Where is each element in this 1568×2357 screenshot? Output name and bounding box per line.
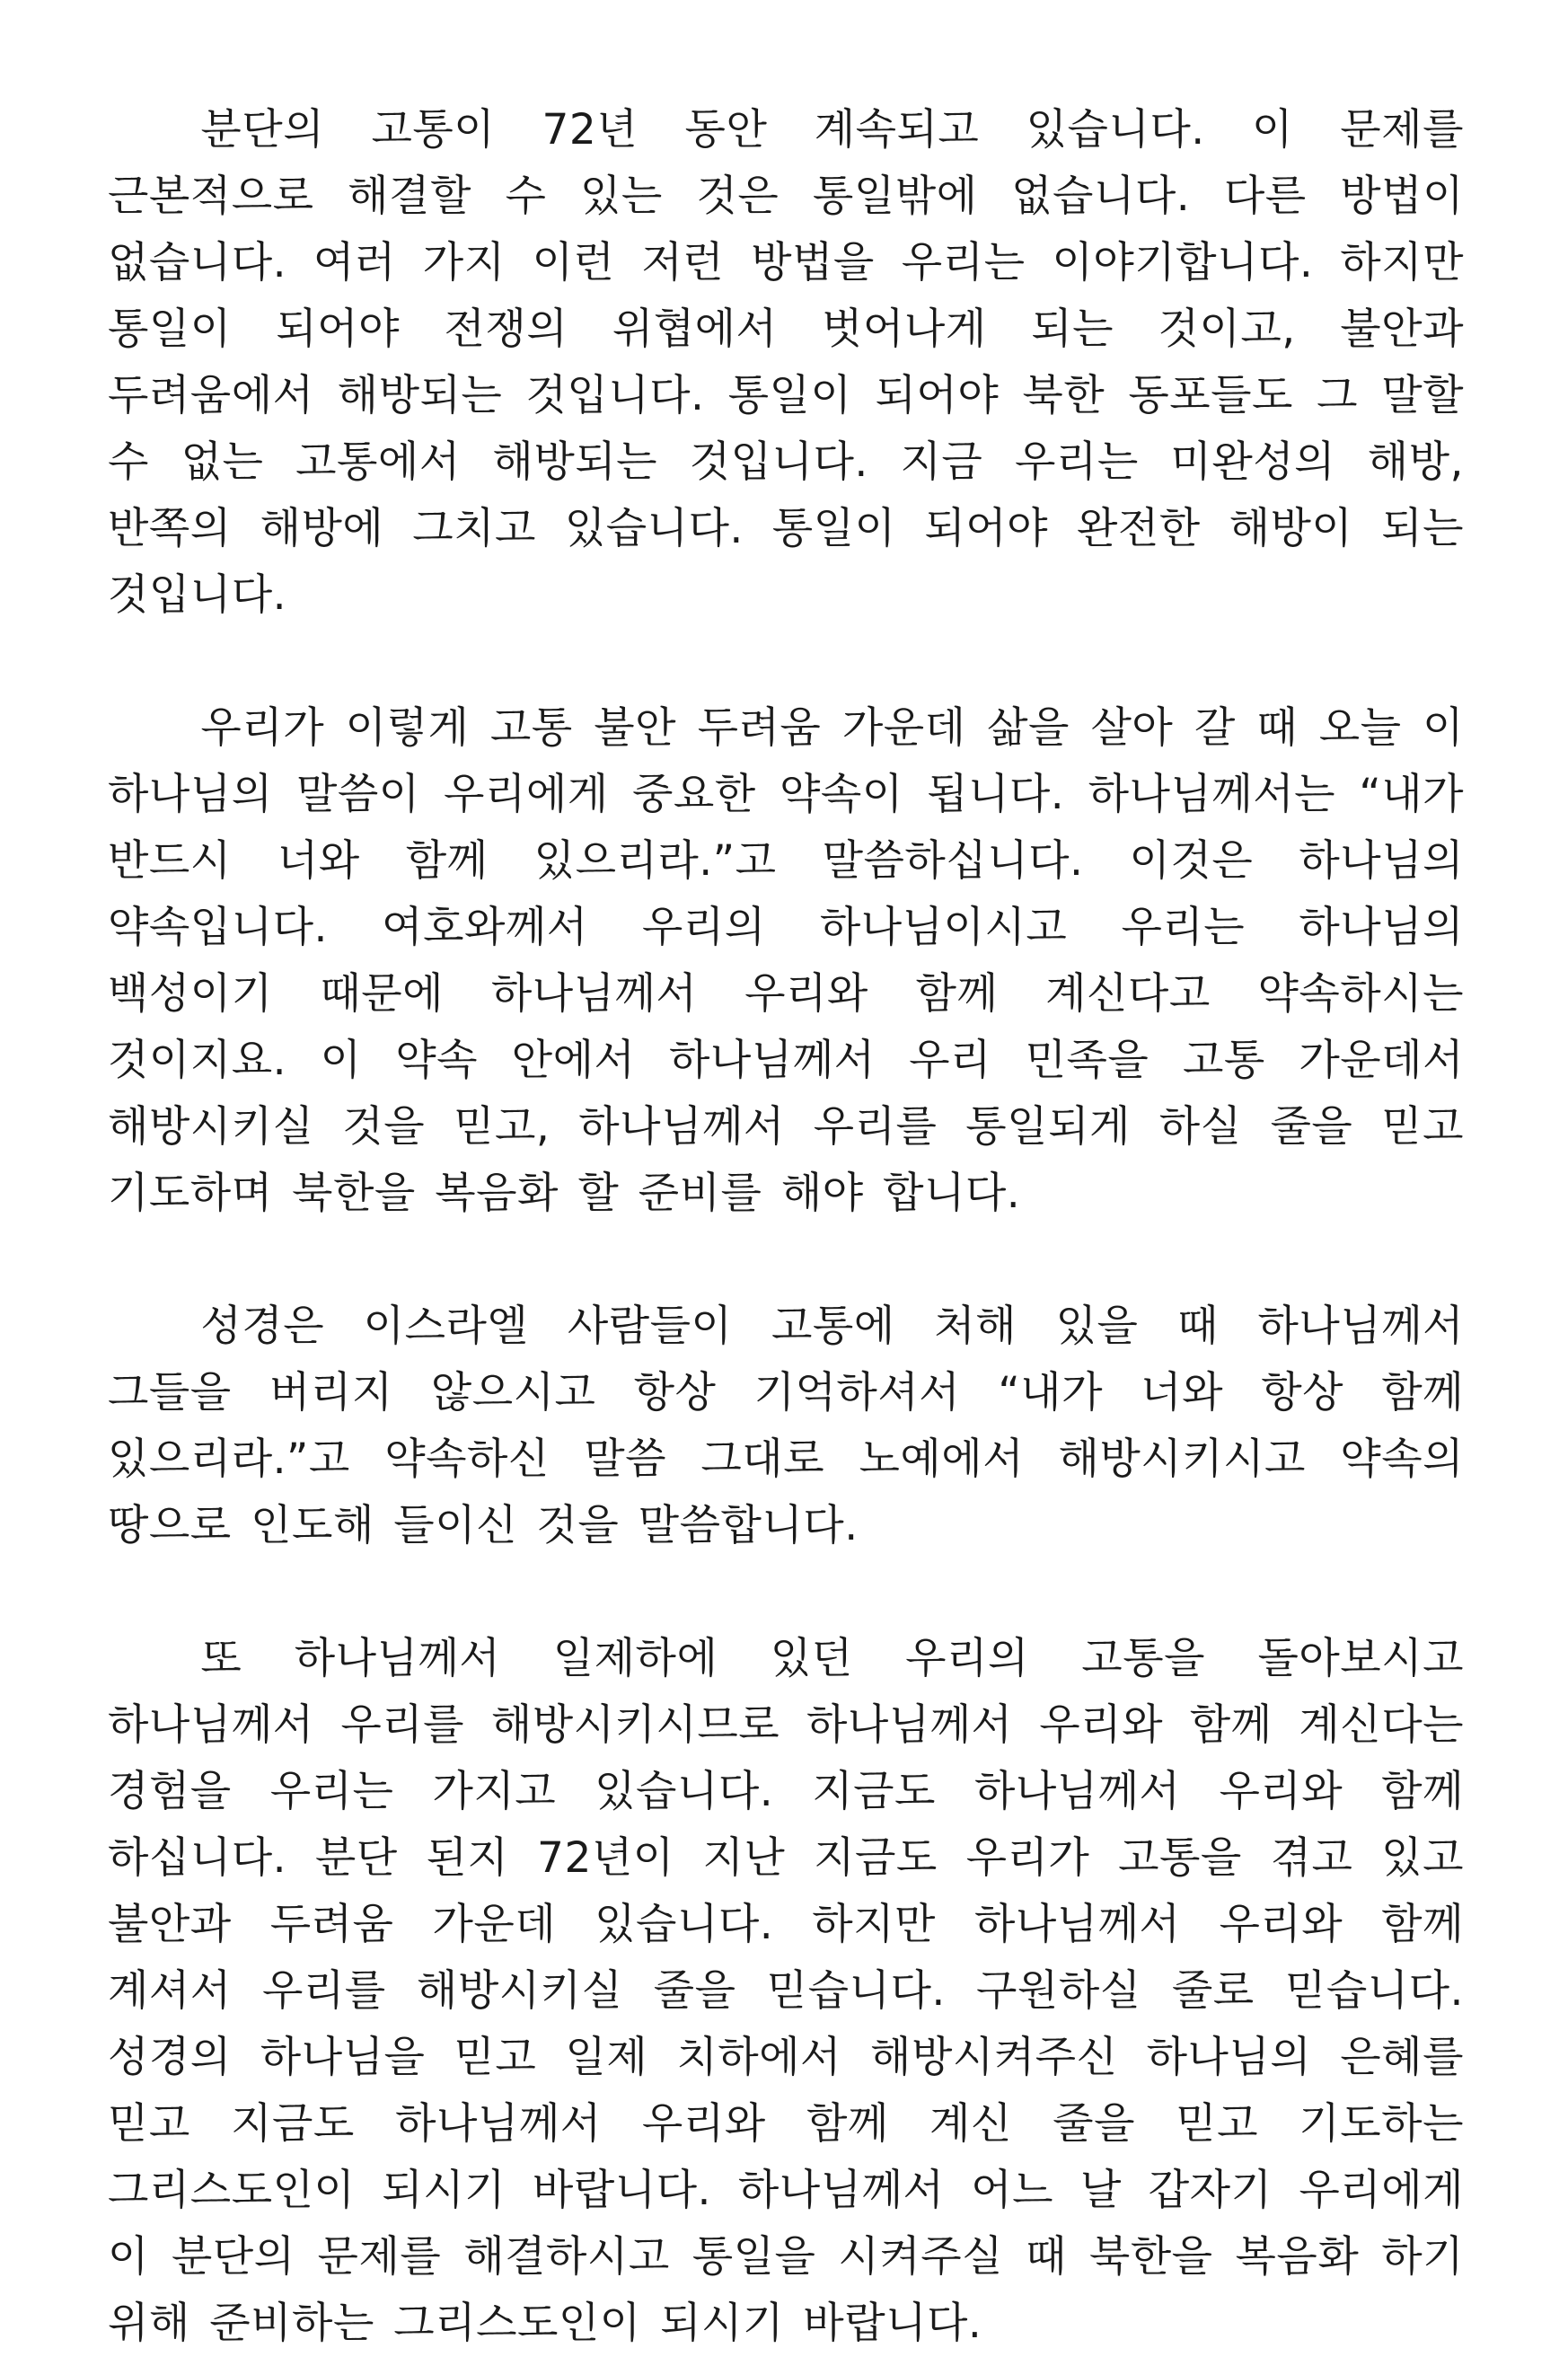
document-page <box>108 97 1464 2357</box>
paragraph-liberation-prayer: 또 하나님께서 일제하에 있던 우리의 고통을 돌아보시고 하나님께서 우리를 해방시키시므로 하나님께서 우리와 함께 계신다는 경험을 우리는 가지고 있습니다. 지금도 하나님께서 우리와 함께 하십니다. 분단 된지 72년이 지난 지금도 우리가 고통을 겪고 있고 불안과 두려움 가운데 있습니다. 하지만 하나님께서 우리와 함께 계셔서 우리를 해방시키실 줄을 믿습니다. 구원하실 줄로 믿습니다. 성경의 하나님을 믿고 일제 치하에서 해방시켜주신 하나님의 은혜를 믿고 지금도 하나님께서 우리와 함께 계신 줄을 믿고 기도하는 그리스도인이 되시기 바랍니다. 하나님께서 어느 날 갑자기 우리에게 이 분단의 문제를 해결하시고 통일을 시켜주실 때 북한을 복음화 하기 위해 준비하는 그리스도인이 되시기 바랍니다. <box>108 1634 1464 2348</box>
paragraph-gods-promise: 우리가 이렇게 고통 불안 두려움 가운데 삶을 살아 갈 때 오늘 이 하나님의 말씀이 우리에게 중요한 약속이 됩니다. 하나님께서는 “내가 반드시 너와 함께 있으리라.”고 말씀하십니다. 이것은 하나님의 약속입니다. 여호와께서 우리의 하나님이시고 우리는 하나님의 백성이기 때문에 하나님께서 우리와 함께 계신다고 약속하시는 것이지요. 이 약속 안에서 하나님께서 우리 민족을 고통 가운데서 해방시키실 것을 믿고, 하나님께서 우리를 통일되게 하실 줄을 믿고 기도하며 북한을 복음화 할 준비를 해야 합니다. <box>108 703 1464 1218</box>
paragraph-israel-exodus: 성경은 이스라엘 사람들이 고통에 처해 있을 때 하나님께서 그들을 버리지 않으시고 항상 기억하셔서 “내가 너와 항상 함께 있으리라.”고 약속하신 말씀 그대로 노예에서 해방시키시고 약속의 땅으로 인도해 들이신 것을 말씀합니다. <box>108 1302 1464 1550</box>
paragraph-division-suffering: 분단의 고통이 72년 동안 계속되고 있습니다. 이 문제를 근본적으로 해결할 수 있는 것은 통일밖에 없습니다. 다른 방법이 없습니다. 여러 가지 이런 저런 방법을 우리는 이야기합니다. 하지만 통일이 되어야 전쟁의 위협에서 벗어나게 되는 것이고, 불안과 두려움에서 해방되는 것입니다. 통일이 되어야 북한 동포들도 그 말할 수 없는 고통에서 해방되는 것입니다. 지금 우리는 미완성의 해방, 반쪽의 해방에 그치고 있습니다. 통일이 되어야 완전한 해방이 되는 것입니다. <box>108 105 1464 620</box>
